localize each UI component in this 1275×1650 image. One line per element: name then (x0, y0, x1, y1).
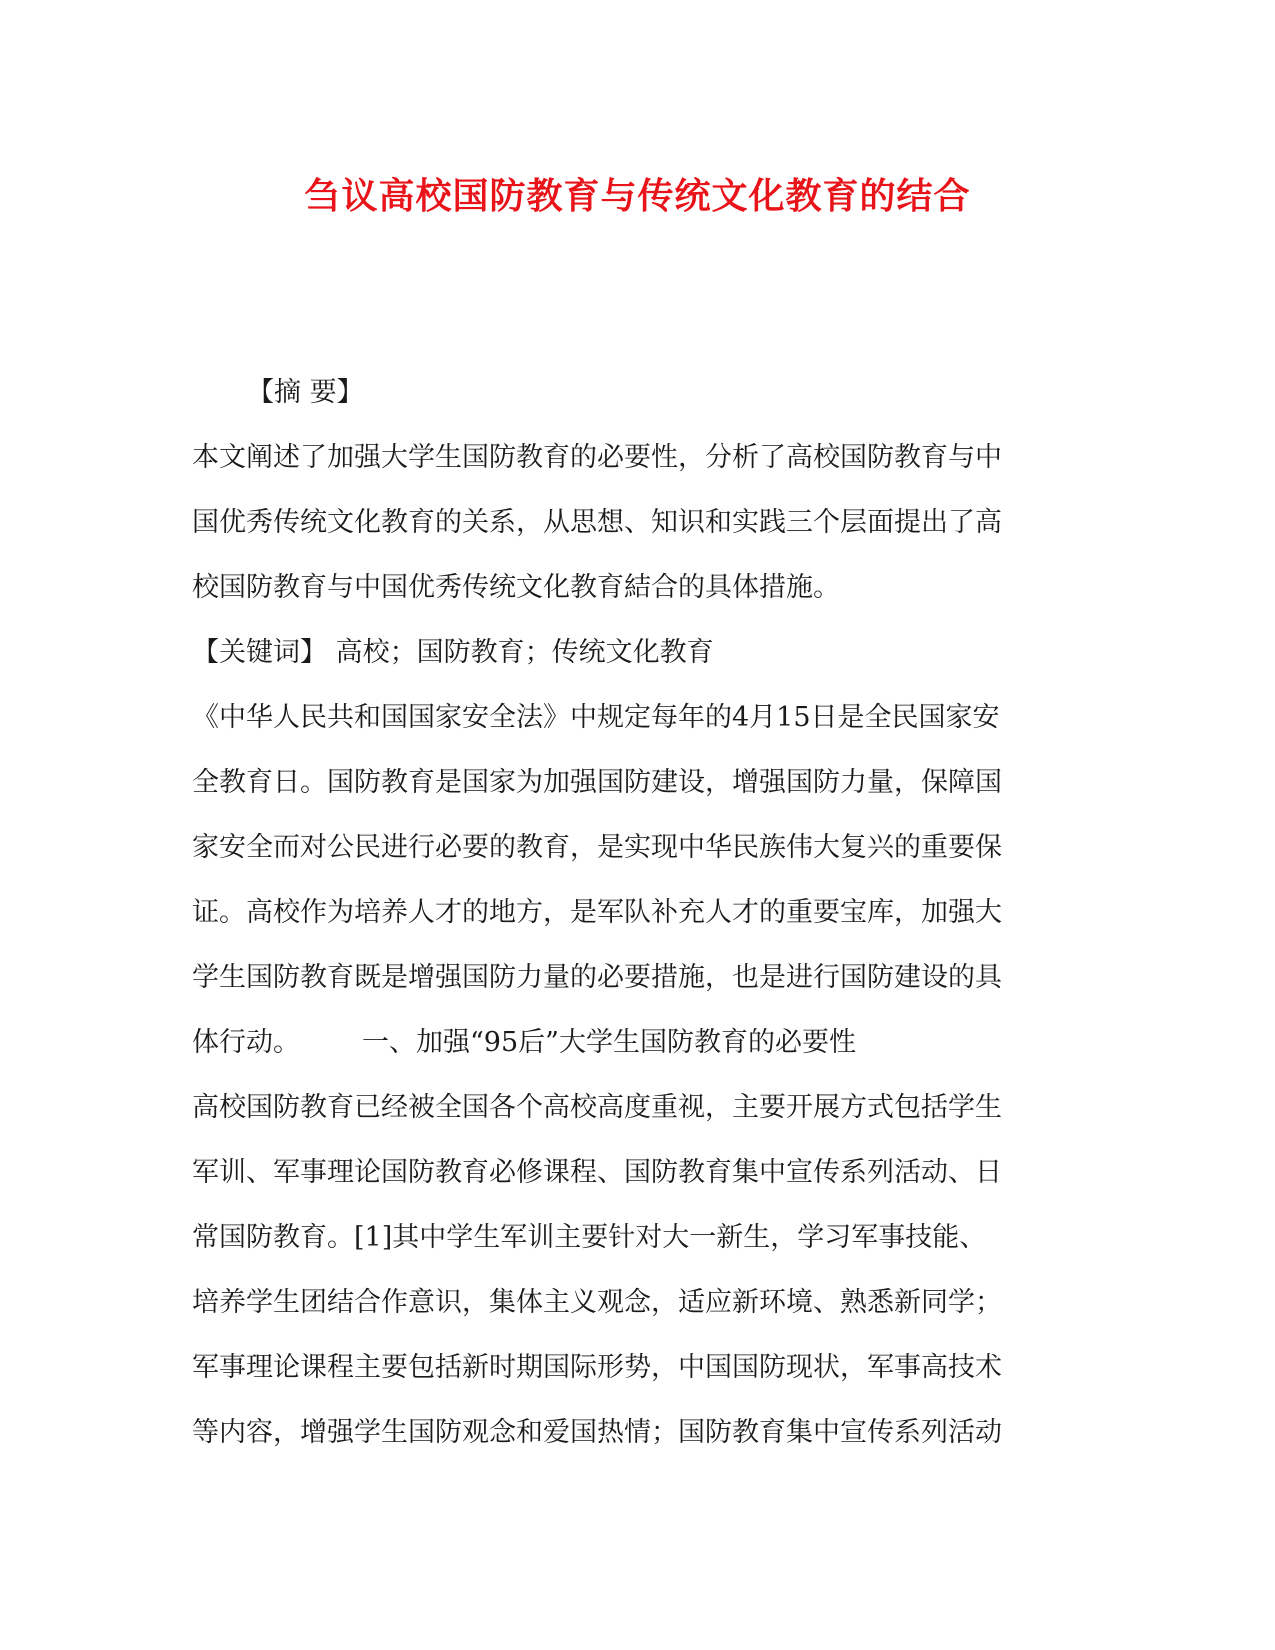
intro-last-text: 体行动。 (192, 1027, 300, 1058)
intro-line: 证。高校作为培养人才的地方，是军队补充人才的重要宝库，加强大 (192, 897, 1002, 928)
abstract-heading: 【摘 要】 (247, 377, 364, 408)
abstract-line: 本文阐述了加强大学生国防教育的必要性，分析了高校国防教育与中 (192, 442, 1002, 473)
keywords-line: 【关键词】 高校；国防教育；传统文化教育 (192, 637, 714, 668)
section-line: 军训、军事理论国防教育必修课程、国防教育集中宣传系列活动、日 (192, 1157, 1002, 1188)
section-line: 等内容，增强学生国防观念和爱国热情；国防教育集中宣传系列活动 (192, 1417, 1002, 1448)
section-line: 高校国防教育已经被全国各个高校高度重视，主要开展方式包括学生 (192, 1092, 1002, 1123)
intro-line: 学生国防教育既是增强国防力量的必要措施，也是进行国防建设的具 (192, 962, 1002, 993)
abstract-line: 国优秀传统文化教育的关系，从思想、知识和实践三个层面提出了高 (192, 507, 1002, 538)
section-line: 培养学生团结合作意识，集体主义观念，适应新环境、熟悉新同学； (192, 1287, 1002, 1318)
document-body (192, 360, 1072, 1465)
section-line: 常国防教育。[1]其中学生军训主要针对大一新生，学习军事技能、 (192, 1222, 987, 1253)
abstract-line: 校国防教育与中国优秀传统文化教育結合的具体措施。 (192, 572, 840, 603)
section-line: 军事理论课程主要包括新时期国际形势，中国国防现状，军事高技术 (192, 1352, 1002, 1383)
section-heading: 一、加强“95后”大学生国防教育的必要性 (362, 1027, 856, 1058)
intro-line: 全教育日。国防教育是国家为加强国防建设，增强国防力量，保障国 (192, 767, 1002, 798)
intro-line: 家安全而对公民进行必要的教育，是实现中华民族伟大复兴的重要保 (192, 832, 1002, 863)
intro-last-line (192, 1010, 1072, 1075)
document-title: 刍议高校国防教育与传统文化教育的结合 (304, 176, 971, 217)
intro-line: 《中华人民共和国国家安全法》中规定每年的4月15日是全民国家安 (192, 702, 1000, 733)
